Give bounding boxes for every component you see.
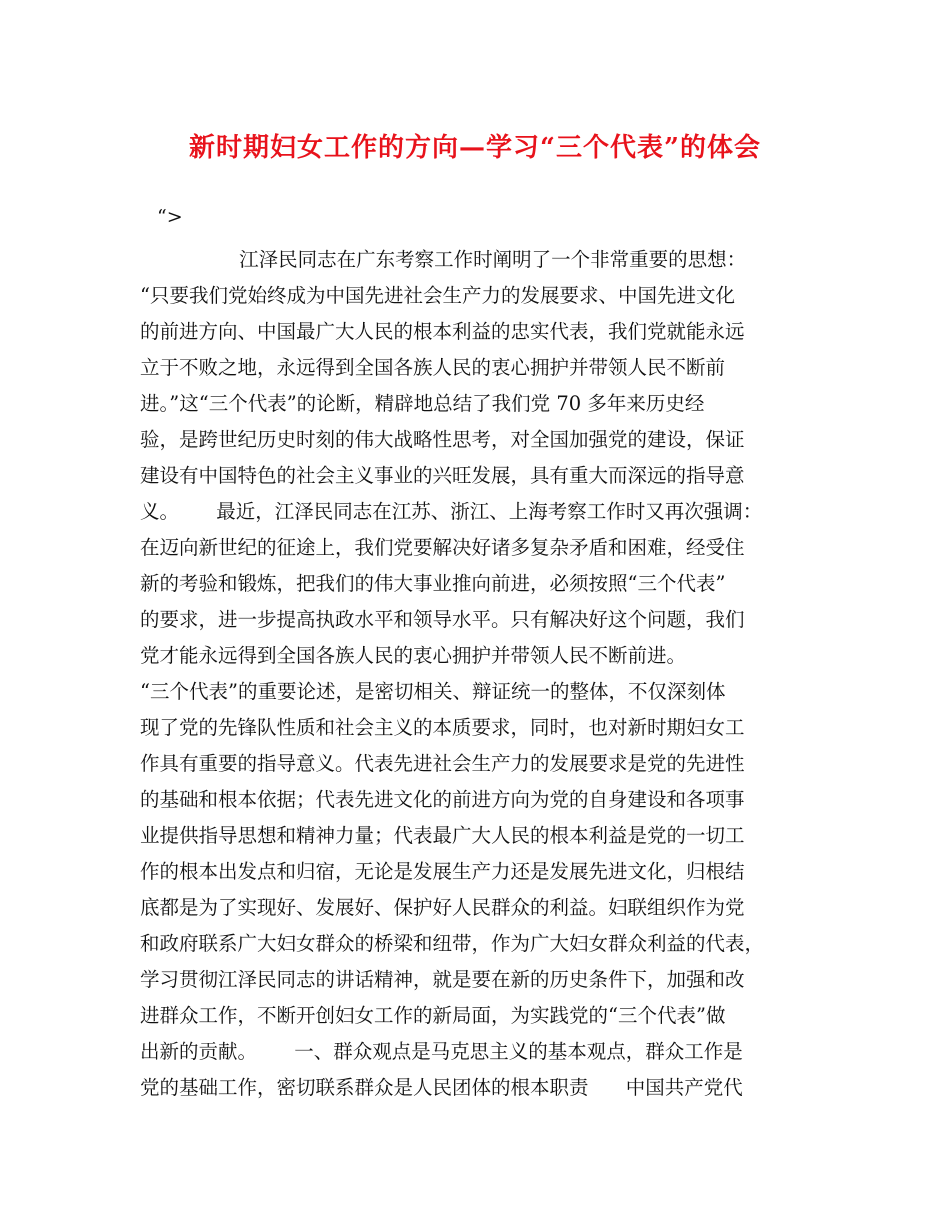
body-line: 现了党的先锋队性质和社会主义的本质要求，同时，也对新时期妇女工 <box>140 716 745 739</box>
body-line: 进。”这“三个代表”的论断，精辟地总结了我们党 70 多年来历史经 <box>140 392 705 415</box>
body-line: 出新的贡献。 一、群众观点是马克思主义的基本观点，群众工作是 <box>140 1040 743 1063</box>
body-line: “只要我们党始终成为中国先进社会生产力的发展要求、中国先进文化 <box>140 284 735 307</box>
body-line: 作具有重要的指导意义。代表先进社会生产力的发展要求是党的先进性 <box>140 752 745 775</box>
body-line: 和政府联系广大妇女群众的桥梁和纽带，作为广大妇女群众利益的代表， <box>140 932 765 955</box>
body-line: 底都是为了实现好、发展好、保护好人民群众的利益。妇联组织作为党 <box>140 896 745 919</box>
body-line: 新的考验和锻炼，把我们的伟大事业推向前进，必须按照“三个代表” <box>140 572 726 595</box>
body-line: 义。 最近，江泽民同志在江苏、浙江、上海考察工作时又再次强调： <box>140 500 763 523</box>
body-line: 党的基础工作，密切联系群众是人民团体的根本职责 中国共产党代 <box>140 1076 743 1099</box>
body-line: 学习贯彻江泽民同志的讲话精神，就是要在新的历史条件下，加强和改 <box>140 968 745 991</box>
body-line: 建设有中国特色的社会主义事业的兴旺发展，具有重大而深远的指导意 <box>140 464 745 487</box>
body-line: 江泽民同志在广东考察工作时阐明了一个非常重要的思想： <box>140 248 747 271</box>
body-line: 作的根本出发点和归宿，无论是发展生产力还是发展先进文化，归根结 <box>140 860 745 883</box>
body-line: 的基础和根本依据；代表先进文化的前进方向为党的自身建设和各项事 <box>140 788 745 811</box>
body-line: 在迈向新世纪的征途上，我们党要解决好诸多复杂矛盾和困难，经受住 <box>140 536 745 559</box>
document-title: 新时期妇女工作的方向—学习“三个代表”的体会 <box>189 133 761 163</box>
body-line: 业提供指导思想和精神力量；代表最广大人民的根本利益是党的一切工 <box>140 824 745 847</box>
body-line: 进群众工作，不断开创妇女工作的新局面，为实践党的“三个代表”做 <box>140 1004 726 1027</box>
body-line: 立于不败之地，永远得到全国各族人民的衷心拥护并带领人民不断前 <box>140 356 726 379</box>
body-line: 的前进方向、中国最广大人民的根本利益的忠实代表，我们党就能永远 <box>140 320 745 343</box>
body-line: 验，是跨世纪历史时刻的伟大战略性思考，对全国加强党的建设，保证 <box>140 428 745 451</box>
quote-marker: “> <box>157 206 183 228</box>
body-line: 的要求，进一步提高执政水平和领导水平。只有解决好这个问题，我们 <box>140 608 745 631</box>
body-line: “三个代表”的重要论述，是密切相关、辩证统一的整体，不仅深刻体 <box>140 680 726 703</box>
body-line: 党才能永远得到全国各族人民的衷心拥护并带领人民不断前进。 <box>140 644 687 667</box>
